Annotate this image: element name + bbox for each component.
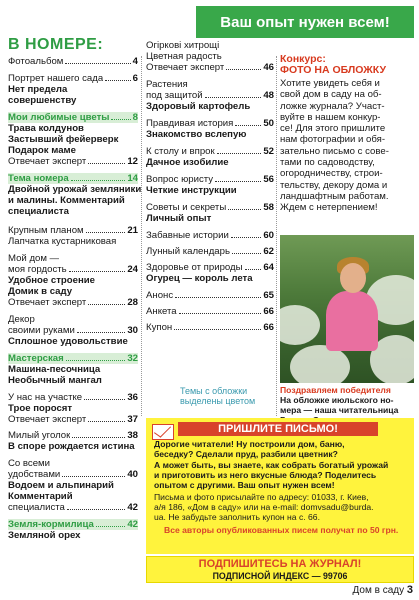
toc-leader — [84, 399, 125, 400]
footer-magazine: Дом в саду — [352, 585, 405, 596]
toc-entry — [8, 430, 138, 452]
contest-line: ложке журнала? Участ- — [280, 100, 385, 112]
toc-entry — [8, 314, 138, 325]
toc-title: Забавные истории — [146, 230, 229, 241]
toc-title: Лапчатка кустарниковая — [8, 236, 117, 247]
toc-leader — [231, 237, 261, 238]
toc-leader — [96, 526, 126, 527]
toc-leader — [111, 119, 130, 120]
toc-page-number: 36 — [127, 392, 138, 403]
contest-line: се! Для этого пришлите — [280, 123, 386, 135]
toc-page-number: 28 — [127, 297, 138, 308]
contest-line: нам фотографии и обя- — [280, 134, 386, 146]
toc-entry — [146, 174, 274, 196]
toc-leader — [228, 209, 261, 210]
toc-subtitle: Знакомство вслепую — [146, 129, 247, 140]
toc-entry — [8, 502, 138, 513]
toc-subtitle: Удобное строение — [8, 275, 96, 286]
send-line: и приготовить из него вкусные блюда? Поделитесь — [154, 470, 377, 480]
send-line: Письма и фото присылайте по адресу: 01033, г. Киев, — [154, 492, 369, 502]
toc-leader — [105, 80, 130, 81]
toc-page-number: 56 — [263, 174, 274, 185]
toc-page-number: 37 — [127, 414, 138, 425]
toc-subtitle: Трое поросят — [8, 403, 73, 414]
toc-leader — [174, 329, 261, 330]
toc-subtitle: Машина-песочница — [8, 364, 101, 375]
toc-leader — [215, 181, 261, 182]
contest-line: ландшафтным работам. — [280, 190, 389, 202]
toc-page-number: 32 — [127, 353, 138, 364]
toc-leader — [65, 63, 130, 64]
toc-entry — [8, 264, 138, 297]
toc-title: Советы и секреты — [146, 202, 227, 213]
toc-subtitle: Трава колдунов — [8, 123, 84, 134]
toc-entry — [146, 90, 274, 112]
contest-line: огородничеству, строи- — [280, 168, 383, 180]
toc-entry — [146, 262, 274, 284]
toc-subtitle: Двойной урожай земляники — [8, 184, 142, 195]
toc-title: специалиста — [8, 502, 65, 513]
toc-leader — [235, 125, 261, 126]
toc-page-number: 30 — [127, 325, 138, 336]
toc-entry — [8, 414, 138, 425]
toc-leader — [62, 476, 125, 477]
contest-line: зательно письмо с сове- — [280, 145, 389, 157]
contest-line: Ждем с нетерпением! — [280, 202, 378, 214]
toc-title: Тема номера — [8, 173, 69, 184]
toc-leader — [71, 180, 126, 181]
toc-entry — [8, 236, 138, 247]
woman-figure — [326, 291, 378, 351]
toc-page-number: 50 — [263, 118, 274, 129]
toc-title: Анкета — [146, 306, 177, 317]
send-line: а/я 186, «Дом в саду» или на e-mail: domvsadu@burda. — [154, 502, 374, 512]
envelope-icon — [152, 424, 174, 440]
toc-leader — [77, 332, 126, 333]
toc-title: Декор — [8, 314, 35, 325]
caption-congrats: Поздравляем победителя — [280, 385, 391, 395]
toc-entry — [8, 73, 138, 106]
toc-page-number: 42 — [127, 502, 138, 513]
toc-title: под защитой — [146, 90, 203, 101]
toc-leader — [66, 360, 126, 361]
toc-page-number: 4 — [132, 56, 138, 67]
toc-title: Анонс — [146, 290, 174, 301]
toc-title: Фотоальбом — [8, 56, 64, 67]
toc-leader — [69, 271, 126, 272]
contest-heading: Конкурс: — [280, 53, 326, 65]
toc-entry — [146, 322, 274, 333]
toc-page-number: 12 — [127, 156, 138, 167]
column-divider — [141, 56, 142, 416]
toc-leader — [88, 304, 125, 305]
column-divider-right — [276, 56, 277, 416]
contest-line: свой дом в саду на об- — [280, 89, 382, 101]
toc-page-number: 60 — [263, 230, 274, 241]
toc-title: Здоровье от природы — [146, 262, 243, 273]
toc-title: К столу и впрок — [146, 146, 215, 157]
toc-title: Вопрос юристу — [146, 174, 214, 185]
toc-title: Лунный календарь — [146, 246, 230, 257]
toc-subtitle: специалиста — [8, 206, 69, 217]
toc-page-number: 52 — [263, 146, 274, 157]
subscribe-title: ПОДПИШИТЕСЬ НА ЖУРНАЛ! — [198, 558, 362, 570]
toc-entry — [8, 392, 138, 414]
cover-winner-photo — [280, 235, 414, 383]
toc-leader — [232, 253, 261, 254]
toc-title: Земля-кормилица — [8, 519, 94, 530]
toc-title: Со всеми — [8, 458, 51, 469]
toc-page-number: 66 — [263, 322, 274, 333]
toc-page-number: 14 — [127, 173, 138, 184]
toc-title: Мои любимые цветы — [8, 112, 110, 123]
toc-subtitle: Четкие инструкции — [146, 185, 237, 196]
toc-section — [8, 173, 142, 217]
toc-title: Отвечает эксперт — [8, 156, 87, 167]
subscribe-index: ПОДПИСНОЙ ИНДЕКС — 99706 — [212, 571, 348, 581]
toc-leader — [88, 163, 125, 164]
toc-title: В НОМЕРЕ: — [8, 36, 104, 53]
toc-page-number: 38 — [127, 430, 138, 441]
toc-title: Отвечает эксперт — [146, 62, 225, 73]
toc-title: удобствами — [8, 469, 61, 480]
toc-title: Отвечает эксперт — [8, 297, 87, 308]
toc-page-number: 66 — [263, 306, 274, 317]
send-line: Дорогие читатели! Ну построили дом, баню, — [154, 439, 345, 449]
toc-entry — [8, 225, 138, 236]
woman-face — [340, 263, 366, 293]
toc-entry — [146, 118, 274, 140]
toc-title: Отвечает эксперт — [8, 414, 87, 425]
toc-subtitle: совершенству — [8, 95, 77, 106]
contest-line: вуйте в нашем конкур- — [280, 111, 381, 123]
toc-subtitle: Огурец — король лета — [146, 273, 253, 284]
toc-title: Милый уголок — [8, 430, 71, 441]
toc-section — [8, 112, 138, 156]
toc-entry — [146, 79, 274, 90]
cover-note: Темы с обложки выделены цветом — [180, 386, 256, 406]
toc-entry — [146, 40, 274, 51]
toc-entry — [8, 56, 138, 67]
toc-subtitle: и малины. Комментарий — [8, 195, 125, 206]
send-letter-header: ПРИШЛИТЕ ПИСЬМО! — [178, 422, 378, 436]
send-letter-box — [146, 418, 414, 554]
contest-subheading: ФОТО НА ОБЛОЖКУ — [280, 64, 386, 76]
toc-title: Правдивая история — [146, 118, 234, 129]
toc-entry — [146, 306, 274, 317]
toc-subtitle: Сплошное удовольствие — [8, 336, 128, 347]
toc-leader — [245, 269, 262, 270]
toc-entry — [8, 469, 138, 502]
toc-title: Мастерская — [8, 353, 64, 364]
toc-entry — [146, 290, 274, 301]
toc-page-number: 48 — [263, 90, 274, 101]
toc-leader — [217, 153, 262, 154]
toc-subtitle: Комментарий — [8, 491, 73, 502]
send-line: ua. Не забудьте заполнить купон на с. 66. — [154, 512, 320, 522]
toc-page-number: 21 — [127, 225, 138, 236]
toc-entry — [146, 146, 274, 168]
toc-leader — [205, 97, 262, 98]
toc-page-number: 40 — [127, 469, 138, 480]
toc-entry — [146, 51, 274, 62]
toc-leader — [226, 69, 261, 70]
toc-title: Портрет нашего сада — [8, 73, 104, 84]
toc-page-number: 24 — [127, 264, 138, 275]
toc-title: Мой дом — — [8, 253, 60, 264]
toc-leader — [86, 232, 126, 233]
send-line: беседку? Сделали пруд, разбили цветник? — [154, 449, 338, 459]
toc-subtitle: Земляной орех — [8, 530, 81, 541]
header-banner: Ваш опыт нужен всем! — [196, 6, 414, 38]
subscribe-box — [146, 556, 414, 583]
toc-subtitle: Здоровый картофель — [146, 101, 251, 112]
toc-title: моя гордость — [8, 264, 67, 275]
toc-page-number: 65 — [263, 290, 274, 301]
toc-page-number: 42 — [127, 519, 138, 530]
toc-title: Крупным планом — [8, 225, 84, 236]
toc-subtitle: Застывший фейерверк — [8, 134, 119, 145]
toc-subtitle: Личный опыт — [146, 213, 212, 224]
toc-subtitle: В споре рождается истина — [8, 441, 135, 452]
toc-leader — [67, 509, 125, 510]
toc-page-number: 46 — [263, 62, 274, 73]
toc-entry — [8, 458, 138, 469]
toc-subtitle: Необычный мангал — [8, 375, 102, 386]
contest-line: тельству, декору дома и — [280, 179, 388, 191]
toc-title: Цветная радость — [146, 51, 222, 62]
send-fee: Все авторы опубликованных писем получат по 50 грн. — [164, 525, 399, 535]
toc-subtitle: Подарок маме — [8, 145, 76, 156]
toc-entry — [8, 156, 138, 167]
caption-line: мера — наша читательница — [280, 405, 399, 415]
hydrangea-bush — [280, 305, 320, 345]
toc-subtitle: Нет предела — [8, 84, 68, 95]
toc-leader — [72, 437, 125, 438]
contest-block — [280, 54, 414, 214]
contest-line: тами по садоводству, — [280, 157, 375, 169]
toc-subtitle: Дачное изобилие — [146, 157, 229, 168]
toc-subtitle: Домик в саду — [8, 286, 73, 297]
toc-title: своими руками — [8, 325, 75, 336]
contest-line: Хотите увидеть себя и — [280, 78, 380, 89]
toc-title: Растения — [146, 79, 188, 90]
toc-entry — [8, 253, 138, 264]
toc-page-number: 62 — [263, 246, 274, 257]
toc-entry — [146, 62, 274, 73]
caption-line: На обложке июльского но- — [280, 395, 394, 405]
send-line: А может быть, вы знаете, как собрать богатый урожай — [154, 460, 389, 470]
toc-leader — [179, 313, 262, 314]
send-line: опытом с другими. Ваш опыт нужен всем! — [154, 480, 335, 490]
toc-entry — [8, 297, 138, 308]
toc-section — [8, 519, 138, 541]
toc-page-number: 6 — [132, 73, 138, 84]
toc-entry — [146, 246, 274, 257]
toc-entry — [146, 202, 274, 224]
toc-entry — [8, 325, 138, 347]
toc-leader — [88, 421, 125, 422]
footer-page-number: 3 — [406, 584, 413, 596]
toc-leader — [175, 297, 261, 298]
toc-page-number: 8 — [132, 112, 138, 123]
contest-text — [280, 78, 414, 214]
toc-page-number: 58 — [263, 202, 274, 213]
toc-entry — [146, 230, 274, 241]
toc-section — [8, 353, 138, 386]
toc-title: У нас на участке — [8, 392, 83, 403]
toc-title: Огіркові хитрощі — [146, 40, 220, 51]
toc-page-number: 64 — [263, 262, 274, 273]
page-footer — [353, 584, 414, 596]
toc-subtitle: Водоем и альпинарий — [8, 480, 114, 491]
toc-title: Купон — [146, 322, 173, 333]
